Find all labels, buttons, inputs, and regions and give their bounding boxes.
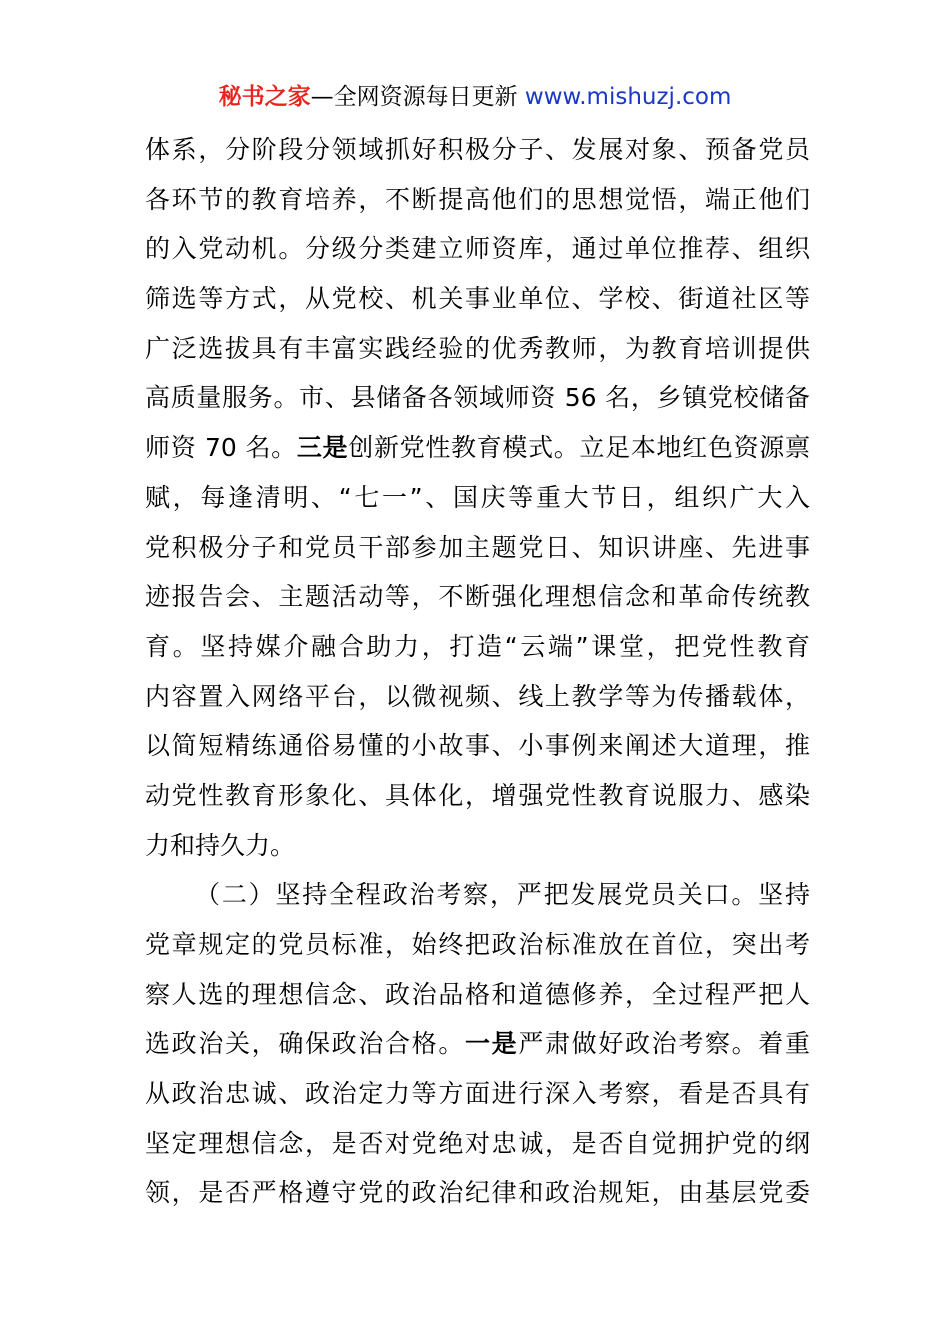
text-segment: 创新党性教育模式。立足本地红色资源禀 <box>348 433 810 463</box>
text-line: 体系，分阶段分领域抓好积极分子、发展对象、预备党员 <box>145 135 810 164</box>
text-line: 察人选的理想信念、政治品格和道德修养，全过程严把人 <box>145 979 810 1009</box>
text-line: 动党性教育形象化、具体化，增强党性教育说服力、感染 <box>145 780 810 810</box>
section-heading-line: （二）坚持全程政治考察，严把发展党员关口。坚持 <box>195 880 810 910</box>
text-line: 各环节的教育培养，不断提高他们的思想觉悟，端正他们 <box>145 184 810 214</box>
text-line: 赋，每逢清明、“七一”、国庆等重大节日，组织广大入 <box>145 482 810 512</box>
bold-marker: 三是 <box>296 433 349 463</box>
text-line: 党章规定的党员标准，始终把政治标准放在首位，突出考 <box>145 930 810 959</box>
document-body <box>145 125 810 1218</box>
text-line: 育。坚持媒介融合助力，打造“云端”课堂，把党性教育 <box>145 631 810 661</box>
text-line: 筛选等方式，从党校、机关事业单位、学校、街道社区等 <box>145 284 810 314</box>
text-line: 高质量服务。市、县储备各领域师资 56 名，乡镇党校储备 <box>145 383 810 413</box>
site-brand: 秘书之家 <box>218 84 311 110</box>
text-line <box>145 1019 810 1069</box>
text-segment: 师资 70 名。 <box>145 433 297 463</box>
text-line <box>145 423 810 473</box>
site-tagline: —全网资源每日更新 <box>310 84 518 110</box>
site-url[interactable]: www.mishuzj.com <box>524 84 732 110</box>
text-segment: 严肃做好政治考察。着重 <box>518 1029 810 1059</box>
text-line: 的入党动机。分级分类建立师资库，通过单位推荐、组织 <box>145 234 810 264</box>
text-line: 坚定理想信念，是否对党绝对忠诚，是否自觉拥护党的纲 <box>145 1128 810 1158</box>
bold-marker: 一是 <box>464 1029 519 1059</box>
text-line: 力和持久力。 <box>145 830 296 860</box>
text-line: 党积极分子和党员干部参加主题党日、知识讲座、先进事 <box>145 532 810 562</box>
text-line: 领，是否严格遵守党的政治纪律和政治规矩，由基层党委 <box>145 1178 810 1208</box>
text-line: 广泛选拔具有丰富实践经验的优秀教师，为教育培训提供 <box>145 333 810 363</box>
text-line: 迹报告会、主题活动等，不断强化理想信念和革命传统教 <box>145 582 810 612</box>
text-line: 从政治忠诚、政治定力等方面进行深入考察，看是否具有 <box>145 1079 810 1109</box>
text-line: 内容置入网络平台，以微视频、线上教学等为传播载体， <box>145 681 810 711</box>
text-segment: 选政治关，确保政治合格。 <box>145 1029 465 1059</box>
site-header <box>0 80 950 114</box>
text-line: 以简短精练通俗易懂的小故事、小事例来阐述大道理，推 <box>145 731 810 761</box>
